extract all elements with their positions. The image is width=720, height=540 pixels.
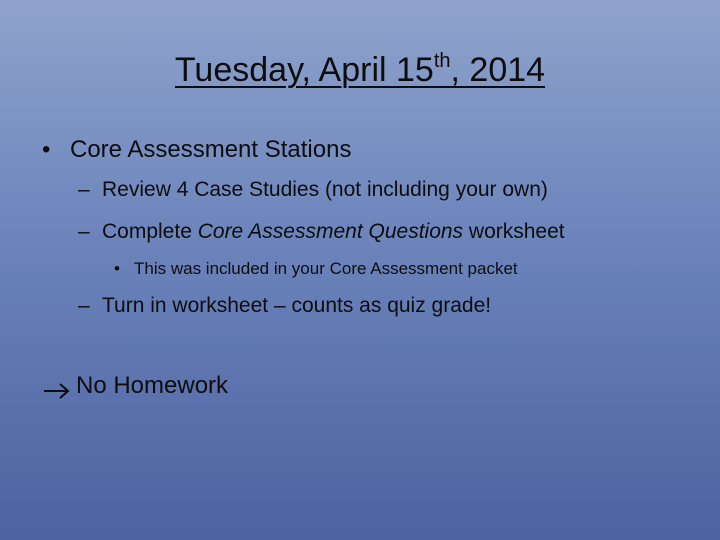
bullet-dot-icon: • xyxy=(42,136,51,163)
title-text xyxy=(175,51,545,89)
title-suffix: , 2014 xyxy=(450,51,546,89)
bullet-core-assessment xyxy=(42,132,351,168)
sub-bullet-review-text: Review 4 Case Studies (not including your own) xyxy=(102,178,548,201)
sub-bullet-review xyxy=(78,174,548,206)
sub-bullet-turn-in-text: Turn in worksheet – counts as quiz grade! xyxy=(102,294,492,317)
note-bullet-text: This was included in your Core Assessment packet xyxy=(134,259,518,278)
note-bullet-packet xyxy=(114,256,518,282)
sub-bullet-complete-italic: Core Assessment Questions xyxy=(197,220,464,243)
sub-bullet-complete-prefix: Complete xyxy=(102,220,198,243)
homework-text: No Homework xyxy=(76,372,229,399)
dash-icon: – xyxy=(78,178,90,201)
bullet-main-text: Core Assessment Stations xyxy=(70,136,352,163)
title-prefix: Tuesday, April 15 xyxy=(174,51,434,89)
sub-bullet-turn-in xyxy=(78,290,491,322)
dash-icon: – xyxy=(78,294,90,317)
bullet-dot-icon: • xyxy=(114,259,120,278)
sub-bullet-complete-suffix: worksheet xyxy=(463,220,565,243)
slide-title xyxy=(0,42,720,98)
homework-line xyxy=(42,368,228,404)
sub-bullet-complete xyxy=(78,216,565,248)
title-superscript: th xyxy=(433,50,451,72)
right-arrow-icon xyxy=(42,376,72,396)
dash-icon: – xyxy=(78,220,90,243)
